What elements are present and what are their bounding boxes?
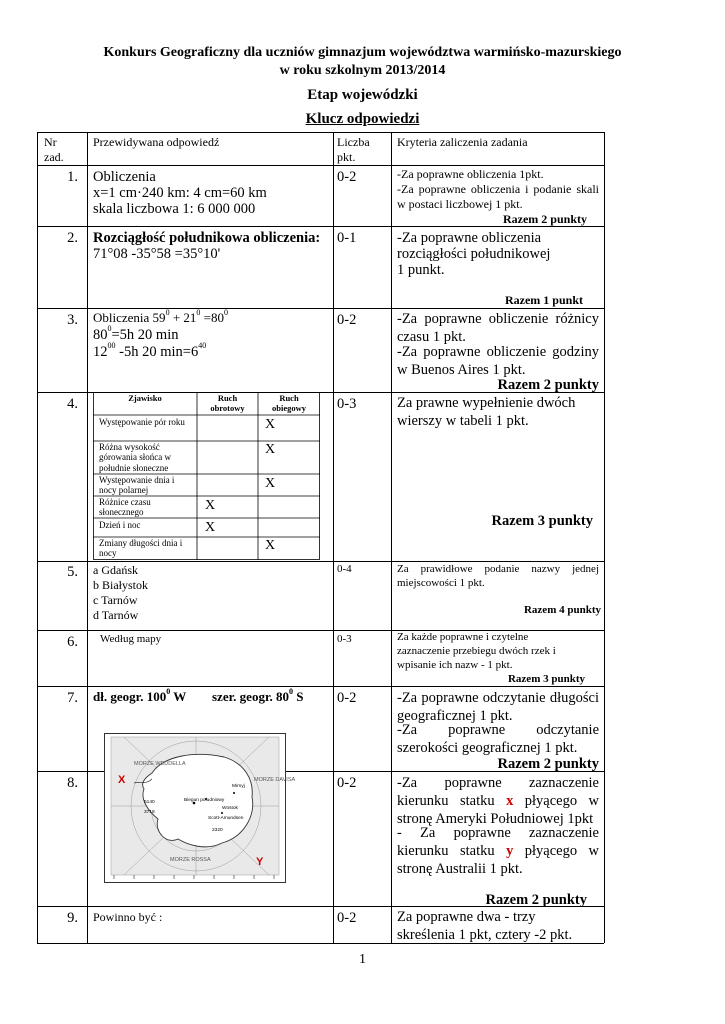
task-6-points: 0-3 <box>337 633 352 645</box>
task-3-answer-1: Obliczenia $59^0 + 21^0 =80^0$ <box>93 308 228 325</box>
task-2-criteria-3: 1 punkt. <box>397 262 445 278</box>
task-3-total: Razem 2 punkty <box>497 377 599 393</box>
task-5-answer-a: a Gdańsk <box>93 563 138 577</box>
antarctica-map <box>104 733 296 883</box>
antarctica-map-graphic <box>104 733 296 883</box>
task-1-answer-2: x=1 cm·240 km: 4 cm=60 km <box>93 185 267 201</box>
map-mark-x: X <box>118 774 126 786</box>
task-5-points: 0-4 <box>337 563 352 575</box>
task-1-answer-3: skala liczbowa 1: 6 000 000 <box>93 201 256 217</box>
task-3-answer-3: $12^{00}$ -5h 20 $\min=6^{40}$ <box>93 341 207 360</box>
task-4-points: 0-3 <box>337 396 357 412</box>
task-4-total: Razem 3 punkty <box>491 513 593 529</box>
motion-col-orbit: Ruch obiegowy <box>272 393 306 413</box>
map-vinson-label: 5140 <box>144 800 155 805</box>
col-points-2: pkt. <box>337 150 356 164</box>
motion-table <box>93 392 320 560</box>
task-8-number: 8. <box>67 775 78 791</box>
motion-row-label: Różnice czasu słonecznego <box>99 497 151 518</box>
task-3-points: 0-2 <box>337 312 357 328</box>
col-points-1: Liczba <box>337 135 370 149</box>
task-9-number: 9. <box>67 910 78 926</box>
motion-row-rotation-mark: X <box>205 498 216 513</box>
task-8-criteria-2: - Za poprawne zaznaczenie kierunku statku y płyącego w stronę Australii 1 pkt. <box>397 825 599 878</box>
motion-col-phenomenon: Zjawisko <box>128 393 162 403</box>
task-9-points: 0-2 <box>337 910 357 926</box>
page-number: 1 <box>359 952 366 967</box>
motion-row-label: Zmiany długości dnia i nocy <box>99 538 183 559</box>
motion-row-orbit-mark: X <box>265 417 276 432</box>
motion-row-rotation-mark: X <box>205 520 216 535</box>
col-answer: Przewidywana odpowiedź <box>93 135 220 149</box>
task-7-longitude: dł. geogr. $100^0$ W <box>93 687 187 704</box>
map-mark-y: Y <box>256 856 264 868</box>
task-1-answer-1: Obliczenia <box>93 169 156 185</box>
task-7-points: 0-2 <box>337 690 357 706</box>
task-7-latitude: szer. geogr. $80^0$ S <box>212 687 304 704</box>
task-5-answer-c: c Tarnów <box>93 593 138 607</box>
task-3-number: 3. <box>67 312 78 328</box>
task-8-criteria-1: -Za poprawne zaznaczenie kierunku statku x płyącego w stronę Ameryki Południowej 1pkt <box>397 775 599 828</box>
map-elevation-label: 3718 <box>144 810 155 815</box>
task-7-criteria-1: -Za poprawne odczytanie długości geograficznej 1 pkt. <box>397 690 599 725</box>
task-2-criteria-2: rozciągłości południkowej <box>397 246 551 262</box>
task-3-criteria-2: -Za poprawne obliczenie godziny w Buenos Aires 1 pkt. <box>397 344 599 379</box>
task-3-answer-2: $80^0=5h$ 20 min <box>93 324 179 343</box>
header-line1: Konkurs Geograficzny dla uczniów gimnazjum województwa warmińsko-mazurskiego <box>103 45 622 60</box>
task-9-criteria: Za poprawne dwa - trzy skreślenia 1 pkt, cztery -2 pkt. <box>397 909 573 944</box>
task-5-answer-d: d Tarnów <box>93 608 139 622</box>
header-line2: w roku szkolnym 2013/2014 <box>279 63 446 78</box>
task-2-answer-1: Rozciągłość południkowa obliczenia: <box>93 230 321 246</box>
key-title: Klucz odpowiedzi <box>305 111 420 127</box>
task-1-criteria-1: -Za poprawne obliczenia 1pkt. <box>397 167 544 181</box>
motion-col-rotation: Ruch obrotowy <box>210 393 245 413</box>
task-2-criteria-1: -Za poprawne obliczenia <box>397 230 542 246</box>
motion-row-orbit-mark: X <box>265 538 276 553</box>
task-1-criteria-2: -Za poprawne obliczenia i podanie skali w postaci liczbowej 1 pkt. <box>397 182 599 211</box>
task-5-total: Razem 4 punkty <box>523 604 601 616</box>
motion-row-orbit-mark: X <box>265 442 276 457</box>
task-2-answer-2: 71°08 -35°58 =35°10' <box>93 246 221 262</box>
task-7-number: 7. <box>67 690 78 706</box>
stage-title: Etap wojewódzki <box>307 87 418 103</box>
task-1-points: 0-2 <box>337 169 357 185</box>
task-6-criteria-3: wpisanie ich nazw - 1 pkt. <box>397 659 513 671</box>
map-scott-label: Scott-Amundsen <box>208 816 244 821</box>
map-vostok-label: Wostok <box>222 806 238 811</box>
motion-row-label: Występowanie dnia i nocy polarnej <box>99 475 175 496</box>
task-8-total: Razem 2 punkty <box>485 892 587 908</box>
task-1-total: Razem 2 punkty <box>502 212 587 226</box>
task-1-number: 1. <box>67 169 78 185</box>
motion-row-label: Występowanie pór roku <box>99 417 185 427</box>
task-2-total: Razem 1 punkt <box>504 293 583 307</box>
task-2-number: 2. <box>67 230 78 246</box>
task-6-criteria-1: Za każde poprawne i czytelne <box>397 631 529 643</box>
map-elevation-label: 2320 <box>212 828 223 833</box>
task-9-answer: Powinno być : <box>93 910 163 924</box>
task-7-criteria-2: -Za poprawne odczytanie szerokości geograficznej 1 pkt. <box>397 722 599 757</box>
task-2-points: 0-1 <box>337 230 357 246</box>
task-4-criteria-1: Za prawne wypełnienie dwóch wierszy w tabeli 1 pkt. <box>397 395 576 430</box>
map-sea-davis: MORZE DAVISA <box>254 777 296 783</box>
col-criteria: Kryteria zaliczenia zadania <box>397 135 528 149</box>
motion-row-label: Różna wysokość górowania słońca w południe słoneczne <box>99 442 171 473</box>
task-6-number: 6. <box>67 634 78 650</box>
motion-row-orbit-mark: X <box>265 476 276 491</box>
task-6-total: Razem 3 punkty <box>507 673 585 685</box>
map-sea-weddell: MORZE WEDDELLA <box>134 761 186 767</box>
task-4-number: 4. <box>67 396 78 412</box>
task-6-answer: Według mapy <box>100 633 162 645</box>
col-zad: zad. <box>44 150 64 164</box>
task-3-criteria-1: -Za poprawne obliczenie różnicy czasu 1 pkt. <box>397 311 599 346</box>
task-5-number: 5. <box>67 564 78 580</box>
motion-row-label: Dzień i noc <box>99 520 141 530</box>
task-6-criteria-2: zaznaczenie przebiegu dwóch rzek i <box>397 645 556 657</box>
map-mirny-label: Mirnyj <box>232 784 245 789</box>
task-5-answer-b: b Białystok <box>93 578 149 592</box>
map-pole-label: Biegun południowy <box>184 798 225 803</box>
task-7-total: Razem 2 punkty <box>497 756 599 772</box>
task-8-points: 0-2 <box>337 775 357 791</box>
map-sea-ross: MORZE ROSSA <box>170 857 211 863</box>
task-5-criteria-1: Za prawidłowe podanie nazwy jednej miejscowości 1 pkt. <box>397 563 599 589</box>
col-nr: Nr <box>44 135 57 149</box>
